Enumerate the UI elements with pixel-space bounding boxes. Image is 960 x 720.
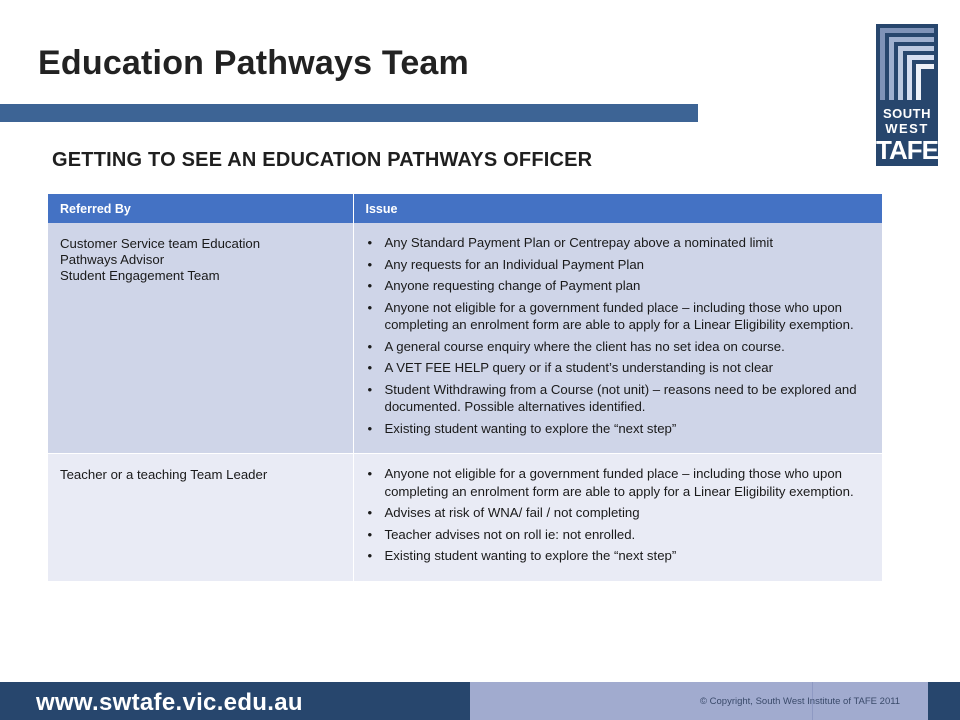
header-referred-by: Referred By xyxy=(48,194,353,223)
page-title: Education Pathways Team xyxy=(38,44,469,82)
issue-item: • Advises at risk of WNA/ fail / not completing xyxy=(366,504,871,522)
title-underline-bar xyxy=(0,104,698,122)
referral-table xyxy=(48,194,882,581)
issue-item: • Teacher advises not on roll ie: not enrolled. xyxy=(366,526,871,544)
issue-cell xyxy=(353,454,882,581)
footer-website-url: www.swtafe.vic.edu.au xyxy=(36,689,303,716)
issue-item: • Anyone not eligible for a government funded place – including those who upon completing an enrolment form are able to apply for a Linear Eligibility exemption. xyxy=(366,299,871,334)
referrer-line: Teacher or a teaching Team Leader xyxy=(60,467,268,482)
referrer-line: Customer Service team Education xyxy=(60,236,261,251)
table-row xyxy=(48,223,882,454)
referrer-line: Pathways Advisor xyxy=(60,252,165,267)
issue-item: • Any requests for an Individual Payment Plan xyxy=(366,256,871,274)
issue-list xyxy=(366,234,871,437)
issue-cell xyxy=(353,223,882,454)
issue-list xyxy=(366,465,871,565)
issue-item: • Existing student wanting to explore the “next step” xyxy=(366,547,871,565)
issue-item: • Anyone requesting change of Payment plan xyxy=(366,277,871,295)
referrer-line: Student Engagement Team xyxy=(60,268,220,283)
issue-item: • Any Standard Payment Plan or Centrepay above a nominated limit xyxy=(366,234,871,252)
section-heading: GETTING TO SEE AN EDUCATION PATHWAYS OFFICER xyxy=(52,149,593,171)
south-west-tafe-logo xyxy=(876,24,938,166)
footer-segment-navy xyxy=(928,682,960,720)
issue-item: • Student Withdrawing from a Course (not unit) – reasons need to be explored and documented. Possible alternatives identified. xyxy=(366,381,871,416)
referrer-cell xyxy=(48,454,353,581)
issue-item: • A general course enquiry where the client has no set idea on course. xyxy=(366,338,871,356)
logo-text-line3: TAFE xyxy=(876,135,938,165)
issue-item: • A VET FEE HELP query or if a student’s understanding is not clear xyxy=(366,359,871,377)
header-issue: Issue xyxy=(353,194,882,223)
referrer-cell xyxy=(48,223,353,454)
table-row xyxy=(48,454,882,581)
footer-copyright: © Copyright, South West Institute of TAFE 2011 xyxy=(700,696,901,707)
issue-item: • Existing student wanting to explore the “next step” xyxy=(366,420,871,438)
footer-bar xyxy=(0,682,960,720)
logo-stripes-icon xyxy=(876,24,938,104)
logo-text-line2: WEST xyxy=(885,121,929,136)
table-header-row xyxy=(48,194,882,223)
issue-item: • Anyone not eligible for a government funded place – including those who upon completing an enrolment form are able to apply for a Linear Eligibility exemption. xyxy=(366,465,871,500)
logo-text-line1: SOUTH xyxy=(883,106,931,121)
